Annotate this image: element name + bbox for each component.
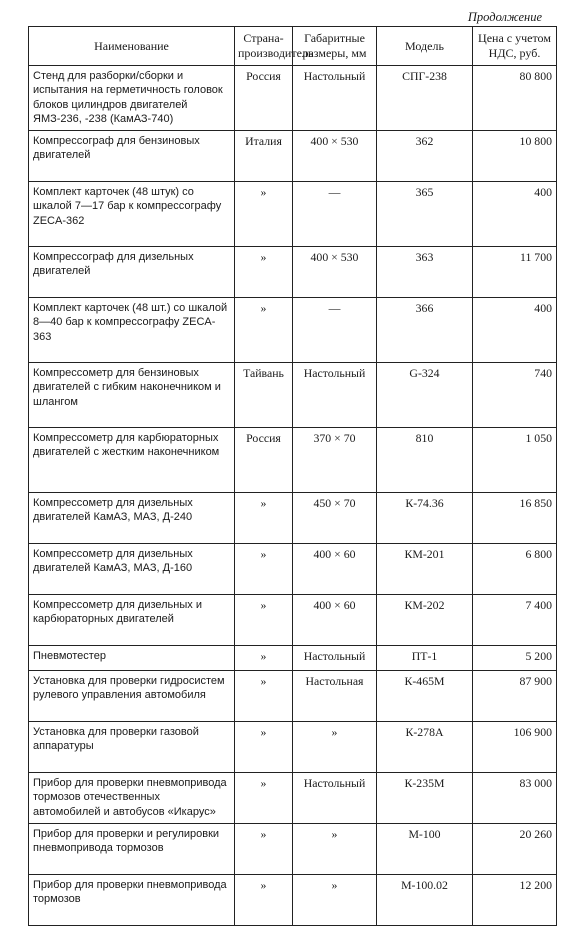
cell-country: Россия	[235, 66, 293, 131]
table-row	[29, 875, 557, 926]
cell-model: СПГ-238	[377, 66, 473, 131]
table-row	[29, 363, 557, 428]
table-header	[29, 27, 557, 66]
table-row	[29, 298, 557, 363]
cell-price: 7 400	[473, 595, 557, 646]
cell-model: 363	[377, 247, 473, 298]
cell-price: 5 200	[473, 646, 557, 671]
cell-model: КМ-201	[377, 544, 473, 595]
cell-model: М-100.02	[377, 875, 473, 926]
header-name: Наименование	[29, 27, 235, 66]
cell-country: »	[235, 646, 293, 671]
cell-country: Италия	[235, 131, 293, 182]
cell-country: Россия	[235, 428, 293, 493]
cell-size: 400 × 530	[293, 247, 377, 298]
cell-price: 87 900	[473, 671, 557, 722]
cell-price: 6 800	[473, 544, 557, 595]
cell-country: »	[235, 298, 293, 363]
table-row	[29, 66, 557, 131]
cell-size: —	[293, 182, 377, 247]
cell-size: —	[293, 298, 377, 363]
table-row	[29, 182, 557, 247]
cell-name: Прибор для проверки пневмопривода тормозов отечественных автомобилей и автобусов «Икарус»	[29, 773, 235, 824]
table-row	[29, 544, 557, 595]
cell-size: »	[293, 824, 377, 875]
table-row	[29, 428, 557, 493]
cell-size: Настольный	[293, 66, 377, 131]
cell-price: 106 900	[473, 722, 557, 773]
cell-model: 366	[377, 298, 473, 363]
cell-price: 83 000	[473, 773, 557, 824]
continuation-label: Продолжение	[467, 10, 542, 24]
table-row	[29, 671, 557, 722]
equipment-table	[28, 26, 557, 926]
table-body	[29, 66, 557, 926]
table-row	[29, 131, 557, 182]
table-row	[29, 595, 557, 646]
cell-model: ПТ-1	[377, 646, 473, 671]
table-row	[29, 722, 557, 773]
cell-size: 400 × 530	[293, 131, 377, 182]
cell-price: 20 260	[473, 824, 557, 875]
cell-price: 10 800	[473, 131, 557, 182]
cell-price: 80 800	[473, 66, 557, 131]
cell-name: Установка для проверки гидросистем рулевого управления автомобиля	[29, 671, 235, 722]
cell-country: »	[235, 671, 293, 722]
cell-name: Компрессометр для дизельных двигателей КамАЗ, МАЗ, Д-240	[29, 493, 235, 544]
cell-price: 11 700	[473, 247, 557, 298]
cell-model: 810	[377, 428, 473, 493]
header-price: Цена с учетом НДС, руб.	[473, 27, 557, 66]
cell-name: Пневмотестер	[29, 646, 235, 671]
cell-size: 450 × 70	[293, 493, 377, 544]
cell-country: »	[235, 595, 293, 646]
header-size: Габаритные размеры, мм	[293, 27, 377, 66]
cell-name: Прибор для проверки пневмопривода тормозов	[29, 875, 235, 926]
cell-country: »	[235, 493, 293, 544]
cell-size: 400 × 60	[293, 544, 377, 595]
cell-name: Компрессометр для дизельных двигателей КамАЗ, МАЗ, Д-160	[29, 544, 235, 595]
cell-name: Комплект карточек (48 шт.) со шкалой 8—40 бар к компрессографу ZECA-363	[29, 298, 235, 363]
cell-size: Настольный	[293, 363, 377, 428]
table-row	[29, 493, 557, 544]
cell-model: К-235М	[377, 773, 473, 824]
cell-size: Настольная	[293, 671, 377, 722]
cell-size: »	[293, 875, 377, 926]
cell-country: Тайвань	[235, 363, 293, 428]
table-row	[29, 773, 557, 824]
cell-country: »	[235, 722, 293, 773]
cell-model: 362	[377, 131, 473, 182]
cell-size: »	[293, 722, 377, 773]
table-row	[29, 824, 557, 875]
cell-country: »	[235, 182, 293, 247]
cell-size: 370 × 70	[293, 428, 377, 493]
cell-model: 365	[377, 182, 473, 247]
cell-price: 400	[473, 298, 557, 363]
cell-country: »	[235, 773, 293, 824]
cell-name: Компрессометр для дизельных и карбюраторных двигателей	[29, 595, 235, 646]
table-row	[29, 247, 557, 298]
cell-country: »	[235, 544, 293, 595]
cell-name: Компрессограф для дизельных двигателей	[29, 247, 235, 298]
cell-country: »	[235, 824, 293, 875]
cell-price: 16 850	[473, 493, 557, 544]
cell-name: Установка для проверки газовой аппаратуры	[29, 722, 235, 773]
cell-price: 12 200	[473, 875, 557, 926]
cell-price: 740	[473, 363, 557, 428]
cell-size: Настольный	[293, 646, 377, 671]
cell-name: Прибор для проверки и регулировки пневмопривода тормозов	[29, 824, 235, 875]
cell-country: »	[235, 875, 293, 926]
cell-model: КМ-202	[377, 595, 473, 646]
cell-size: Настольный	[293, 773, 377, 824]
cell-price: 400	[473, 182, 557, 247]
cell-name: Компрессометр для карбюраторных двигателей с жестким наконечником	[29, 428, 235, 493]
cell-name: Комплект карточек (48 штук) со шкалой 7—17 бар к компрессографу ZECA-362	[29, 182, 235, 247]
cell-model: К-278А	[377, 722, 473, 773]
cell-name: Стенд для разборки/сборки и испытания на герметичность головок блоков цилиндров двигателей ЯМЗ-236, -238 (КамАЗ-740)	[29, 66, 235, 131]
cell-model: М-100	[377, 824, 473, 875]
cell-country: »	[235, 247, 293, 298]
header-model: Модель	[377, 27, 473, 66]
cell-model: К-465М	[377, 671, 473, 722]
header-country: Страна-производитель	[235, 27, 293, 66]
cell-model: G-324	[377, 363, 473, 428]
cell-name: Компрессометр для бензиновых двигателей с гибким наконечником и шлангом	[29, 363, 235, 428]
cell-name: Компрессограф для бензиновых двигателей	[29, 131, 235, 182]
cell-model: К-74.36	[377, 493, 473, 544]
cell-size: 400 × 60	[293, 595, 377, 646]
cell-price: 1 050	[473, 428, 557, 493]
table-row	[29, 646, 557, 671]
